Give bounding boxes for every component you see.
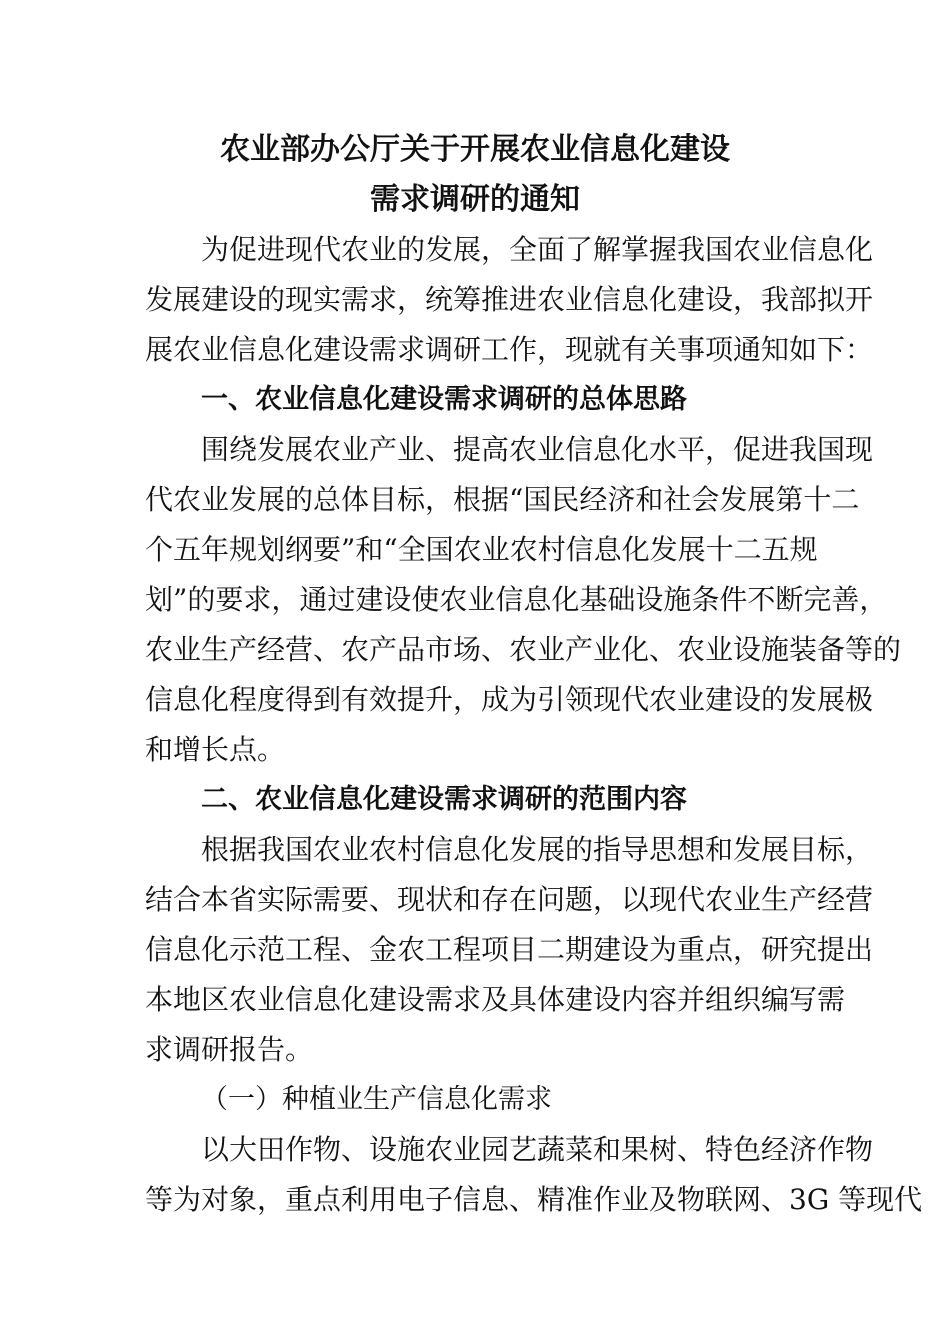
intro-line: 发展建设的现实需求，统筹推进农业信息化建设，我部拟开 [145, 283, 874, 316]
section-1-line: 个五年规划纲要”和“全国农业农村信息化发展十二五规 [145, 533, 818, 566]
subsection-1-heading: （一）种植业生产信息化需求 [201, 1084, 552, 1115]
section-1-line: 信息化程度得到有效提升，成为引领现代农业建设的发展极 [145, 683, 874, 716]
intro-line: 为促进现代农业的发展，全面了解掌握我国农业信息化 [201, 233, 874, 266]
intro-line: 展农业信息化建设需求调研工作，现就有关事项通知如下： [145, 333, 874, 366]
section-2-heading: 二、农业信息化建设需求调研的范围内容 [201, 784, 687, 815]
section-1-line: 围绕发展农业产业、提高农业信息化水平，促进我国现 [201, 433, 874, 466]
section-1-line: 代农业发展的总体目标，根据“国民经济和社会发展第十二 [145, 483, 860, 516]
section-2-line: 根据我国农业农村信息化发展的指导思想和发展目标， [201, 833, 874, 866]
section-1-line: 农业生产经营、农产品市场、农业产业化、农业设施装备等的 [145, 633, 902, 666]
document-title-line-2: 需求调研的通知 [370, 182, 580, 217]
section-1-line: 划”的要求，通过建设使农业信息化基础设施条件不断完善， [145, 583, 888, 616]
section-1-heading: 一、农业信息化建设需求调研的总体思路 [201, 384, 687, 415]
section-2-line: 本地区农业信息化建设需求及具体建设内容并组织编写需 [145, 983, 846, 1016]
document-title-line-1: 农业部办公厅关于开展农业信息化建设 [220, 132, 730, 167]
section-2-line: 信息化示范工程、金农工程项目二期建设为重点，研究提出 [145, 933, 874, 966]
subsection-1-line: 以大田作物、设施农业园艺蔬菜和果树、特色经济作物 [201, 1133, 874, 1166]
section-2-line: 结合本省实际需要、现状和存在问题，以现代农业生产经营 [145, 883, 874, 916]
subsection-1-line: 等为对象，重点利用电子信息、精准作业及物联网、3G 等现代 [145, 1183, 923, 1216]
section-2-line: 求调研报告。 [145, 1033, 314, 1066]
section-1-line: 和增长点。 [145, 733, 286, 766]
